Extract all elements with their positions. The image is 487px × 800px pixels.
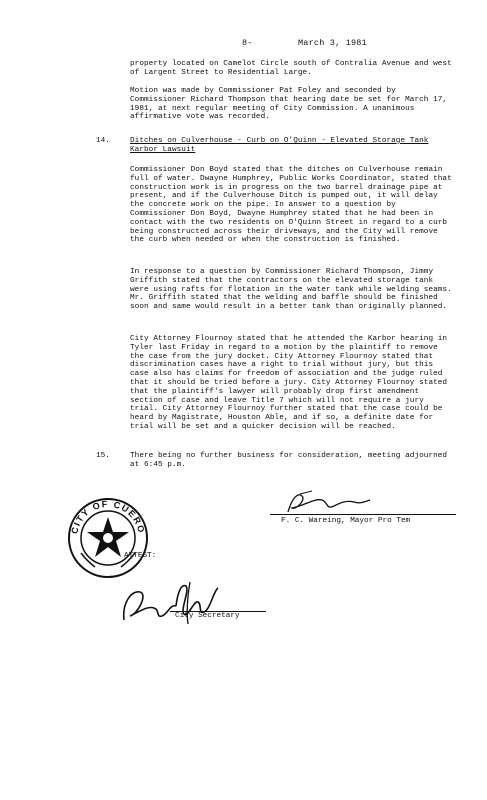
- mayor-signature-line: [270, 514, 456, 515]
- city-seal: [67, 497, 149, 579]
- item-15-number: 15.: [96, 452, 110, 460]
- adjourn-paragraph: There being no further business for consideration, meeting adjourned at 6:45 p.m.: [130, 452, 448, 469]
- secretary-signature: [118, 580, 238, 630]
- mayor-name-label: F. C. Wareing, Mayor Pro Tem: [281, 517, 411, 525]
- item-14-number: 14.: [96, 137, 110, 145]
- secretary-label: City Secretary: [175, 612, 240, 620]
- attest-label: ATTEST:: [124, 552, 157, 560]
- item-14-title: Ditches on Culverhouse - Curb on O'Quinn - Elevated Storage Tank Karbor Lawsuit: [130, 137, 429, 154]
- property-paragraph: property located on Camelot Circle south of Contralia Avenue and west of Largent Street to Residential Large.: [130, 60, 452, 77]
- attorney-paragraph: City Attorney Flournoy stated that he attended the Karbor hearing in Tyler last Friday in regard to a motion by the plaintiff to remove the case from the jury docket. City Attorney Flournoy stated that discrimination cases have a right to trial without jury, but this case also has claims for freedom of association and the judge ruled that it should be tried before a jury. City Attorney Flournoy stated that the plaintiff's lawyer will probably drop first amendment section of case and leave Title 7 which will not require a jury trial. City Attorney Flournoy further stated that the case could be heard by Magistrate, Houston Able, and if so, a definite date for trial will be set and a quicker decision will be reached.: [130, 335, 448, 431]
- storage-tank-paragraph: In response to a question by Commissioner Richard Thompson, Jimmy Griffith stated that the contractors on the elevated storage tank were using rafts for flotation in the water tank while welding seams. Mr. Griffith stated that the welding and baffle should be finished soon and same would result in a better tank than originally planned.: [130, 268, 452, 312]
- page-number: 8-: [242, 38, 253, 48]
- motion-paragraph: Motion was made by Commissioner Pat Foley and seconded by Commissioner Richard Thompson that hearing date be set for March 17, 1981, at next regular meeting of City Commission. A unanimous affirmative vote was recorded.: [130, 87, 448, 122]
- ditches-paragraph: Commissioner Don Boyd stated that the ditches on Culverhouse remain full of water. Dwayne Humphrey, Public Works Coordinator, stated that construction work is in progress on the two barrel drainage pipe at present, and if the Culverhouse Ditch is pumped out, it will delay the concrete work on the pipe. In answer to a question by Commissioner Don Boyd, Dwayne Humphrey stated that he had been in contact with the two residents on O'Quinn Street in regard to a curb being constructed across their driveways, and the City will remove the curb when needed or when the construction is finished.: [130, 166, 452, 245]
- seal-text: CITY OF CUERO: [69, 498, 147, 535]
- page-date: March 3, 1981: [298, 38, 367, 48]
